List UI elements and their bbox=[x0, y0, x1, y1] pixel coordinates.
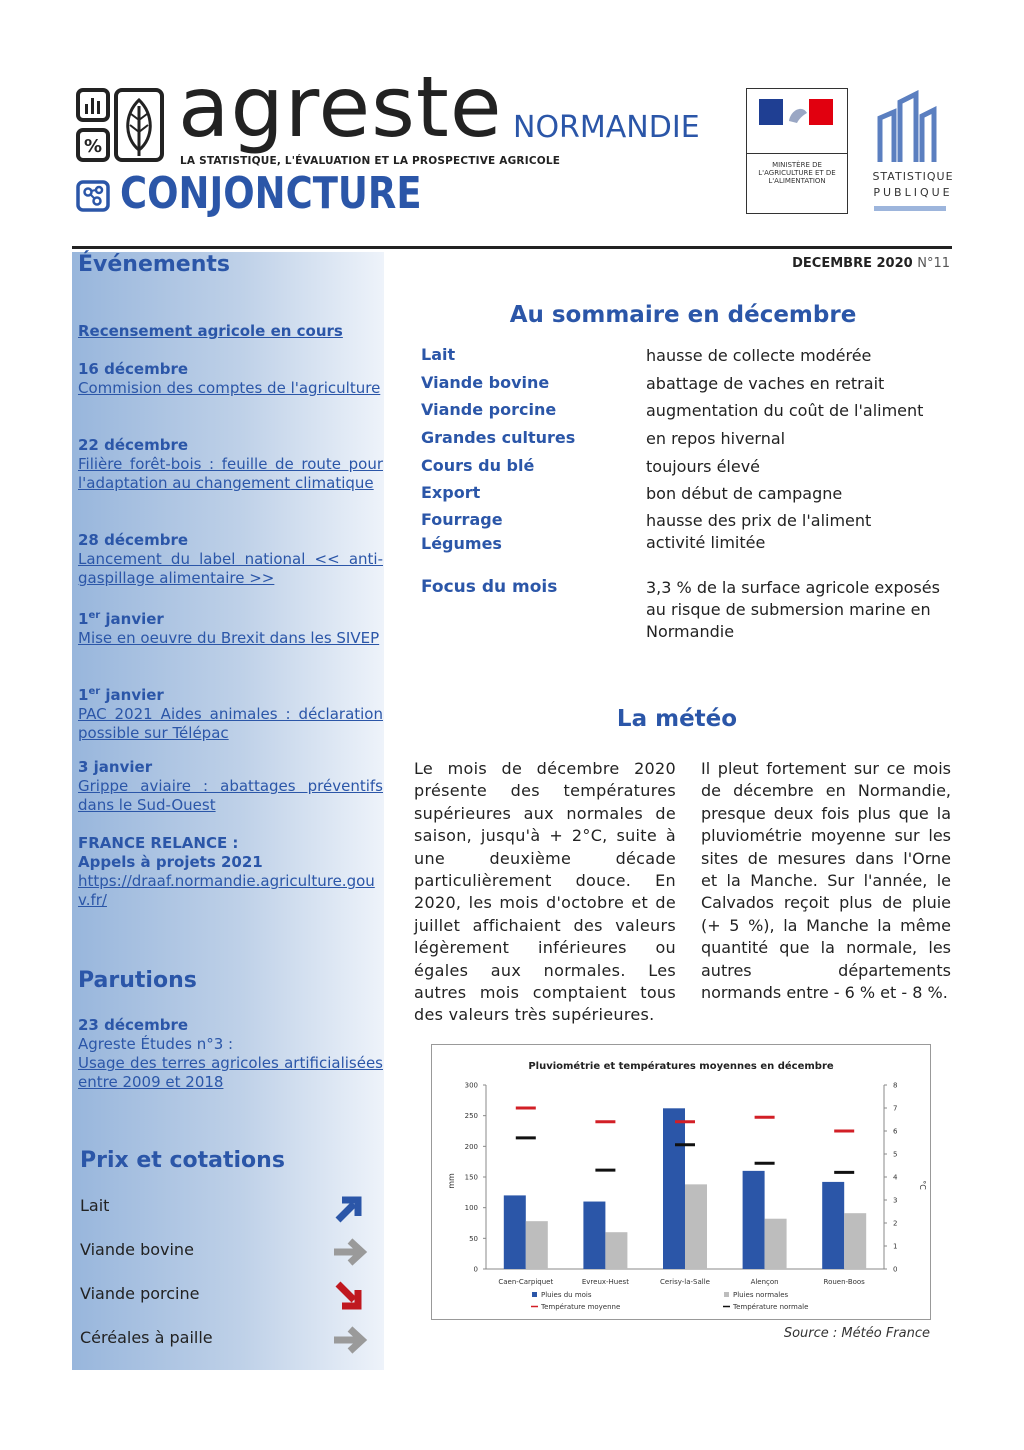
event-link[interactable]: Mise en oeuvre du Brexit dans les SIVEP bbox=[78, 629, 380, 647]
bar-pluies-mois bbox=[822, 1182, 844, 1269]
prix-row-viande-bovine bbox=[80, 1236, 370, 1266]
arrow-right-icon bbox=[330, 1324, 370, 1356]
event-date: 1er janvier bbox=[78, 686, 164, 704]
parution-item bbox=[78, 1016, 383, 1092]
event-link[interactable]: PAC 2021 Aides animales : déclaration possible sur Télépac bbox=[78, 705, 383, 742]
y-tick-label: 50 bbox=[469, 1234, 478, 1243]
bar-pluies-mois bbox=[663, 1108, 685, 1269]
event-item bbox=[78, 758, 383, 815]
event-item bbox=[78, 360, 383, 398]
event-link[interactable]: Lancement du label national << anti-gaspillage alimentaire >> bbox=[78, 550, 383, 587]
parution-date: 23 décembre bbox=[78, 1016, 189, 1034]
y2-tick-label: 4 bbox=[893, 1173, 898, 1182]
event-item bbox=[78, 606, 383, 648]
series-name: CONJONCTURE bbox=[120, 168, 422, 219]
prix-row-viande-porcine bbox=[80, 1280, 370, 1310]
x-tick-label: Cerisy-la-Salle bbox=[660, 1278, 710, 1286]
y2-tick-label: 8 bbox=[893, 1081, 898, 1090]
sommaire-item-label: Grandes cultures bbox=[421, 428, 576, 447]
issue-date: DECEMBRE 2020 bbox=[792, 256, 913, 271]
x-tick-label: Rouen-Boos bbox=[823, 1278, 865, 1286]
sommaire-item-label: Export bbox=[421, 483, 481, 502]
event-item bbox=[78, 834, 383, 910]
event-date: 1er janvier bbox=[78, 610, 164, 628]
prix-title: Prix et cotations bbox=[80, 1148, 285, 1173]
bar-pluies-normales bbox=[526, 1221, 548, 1269]
arrow-down-right-icon bbox=[330, 1280, 370, 1312]
event-link[interactable]: https://draaf.normandie.agriculture.gouv.fr/ bbox=[78, 872, 375, 909]
event-link[interactable]: Recensement agricole en cours bbox=[78, 322, 343, 340]
event-date: 22 décembre bbox=[78, 436, 189, 454]
prix-label: Viande bovine bbox=[80, 1240, 194, 1259]
sommaire-item-label: Viande porcine bbox=[421, 400, 557, 419]
event-date: 28 décembre bbox=[78, 531, 189, 549]
issue-number: N°11 bbox=[917, 256, 950, 271]
stat-line2: PUBLIQUE bbox=[873, 186, 953, 199]
bar-pluies-normales bbox=[685, 1184, 707, 1269]
legend-swatch bbox=[532, 1292, 537, 1297]
sommaire-item-desc: en repos hivernal bbox=[646, 429, 786, 448]
ministry-divider bbox=[747, 153, 847, 154]
bar-pluies-normales bbox=[605, 1232, 627, 1269]
event-item bbox=[78, 322, 383, 341]
event-link[interactable]: Grippe aviaire : abattages préventifs dans le Sud-Ouest bbox=[78, 777, 383, 814]
event-item bbox=[78, 436, 383, 493]
y-tick-label: 250 bbox=[464, 1112, 478, 1121]
bar-pluies-mois bbox=[583, 1202, 605, 1269]
x-tick-label: Caen-Carpiquet bbox=[498, 1278, 554, 1286]
sommaire-item-label: Lait bbox=[421, 345, 456, 364]
meteo-title: La météo bbox=[616, 706, 738, 732]
sommaire-item-desc: toujours élevé bbox=[646, 457, 761, 476]
x-tick-label: Alençon bbox=[750, 1278, 779, 1286]
y2-tick-label: 2 bbox=[893, 1219, 898, 1228]
bar-pluies-mois bbox=[743, 1171, 765, 1269]
meteo-col-1: Le mois de décembre 2020 présente des températures supérieures aux normales de saison, jusqu'à + 2°C, suite à une deuxième décade particulièrement douce. En 2020, les mois d'octobre et de juillet affichaient des valeurs légèrement inférieures ou égales aux normales. Les autres mois comptaient tous des valeurs très supérieures. bbox=[414, 759, 676, 1025]
arrow-right-icon bbox=[330, 1236, 370, 1268]
legend-label: Pluies du mois bbox=[541, 1291, 592, 1299]
event-date: 3 janvier bbox=[78, 758, 153, 776]
sommaire-item-desc: augmentation du coût de l'aliment bbox=[646, 401, 924, 420]
focus-label: Focus du mois bbox=[421, 577, 558, 597]
y-tick-label: 150 bbox=[464, 1173, 478, 1182]
bar-pluies-normales bbox=[765, 1219, 787, 1269]
legend-swatch bbox=[724, 1292, 729, 1297]
sommaire-item-desc: hausse des prix de l'aliment bbox=[646, 511, 872, 530]
sommaire-item-label: Légumes bbox=[421, 534, 502, 553]
event-item bbox=[78, 682, 383, 743]
parution-series: Agreste Études n°3 : bbox=[78, 1035, 234, 1053]
sommaire-item-desc: bon début de campagne bbox=[646, 484, 843, 503]
ministry-text: MINISTÈRE DE L'AGRICULTURE ET DE L'ALIMENTATION bbox=[758, 161, 836, 185]
arrow-up-right-icon bbox=[330, 1192, 370, 1224]
parution-link[interactable]: Usage des terres agricoles artificialisées entre 2009 et 2018 bbox=[78, 1054, 383, 1091]
sommaire-item-desc: abattage de vaches en retrait bbox=[646, 374, 885, 393]
chart-frame bbox=[431, 1044, 931, 1320]
y-tick-label: 300 bbox=[464, 1081, 478, 1090]
legend-label: Température normale bbox=[733, 1303, 809, 1311]
chart-source: Source : Météo France bbox=[783, 1326, 930, 1341]
event-date: FRANCE RELANCE : bbox=[78, 834, 239, 852]
header-rule bbox=[72, 246, 952, 249]
event-date: 16 décembre bbox=[78, 360, 189, 378]
sommaire-title: Au sommaire en décembre bbox=[509, 302, 857, 328]
bar-pluies-mois bbox=[504, 1195, 526, 1269]
y2-axis-label: °C bbox=[918, 1180, 927, 1190]
prix-row-lait bbox=[80, 1192, 370, 1222]
marianne-flag-icon bbox=[759, 99, 833, 129]
y2-tick-label: 0 bbox=[893, 1265, 898, 1274]
y2-tick-label: 3 bbox=[893, 1196, 898, 1205]
region-name: NORMANDIE bbox=[513, 110, 700, 145]
svg-text:%: % bbox=[83, 136, 103, 157]
sommaire-item-label: Viande bovine bbox=[421, 373, 550, 392]
brand-name: agreste bbox=[178, 58, 503, 156]
rain-temperature-chart bbox=[432, 1045, 930, 1319]
stat-underline bbox=[874, 206, 946, 211]
issue-info bbox=[792, 256, 950, 271]
statistique-publique-logo bbox=[872, 90, 954, 216]
events-title: Événements bbox=[78, 252, 230, 277]
stat-line1: STATISTIQUE bbox=[872, 170, 954, 183]
y2-tick-label: 7 bbox=[893, 1104, 898, 1113]
legend-label: Température moyenne bbox=[541, 1303, 621, 1311]
meteo-col-2: Il pleut fortement sur ce mois de décembre en Normandie, presque deux fois plus que la pluviométrie moyenne sur les sites de mesures dans l'Orne et la Manche. Sur l'année, le Calvados reçoit plus de pluie (+ 5 %), la Manche la même quantité que la normale, les autres départements normands entre - 6 % et - 8 %. bbox=[701, 759, 951, 1003]
sommaire-item-label: Fourrage bbox=[421, 510, 503, 529]
x-tick-label: Evreux-Huest bbox=[581, 1278, 629, 1286]
parutions-title: Parutions bbox=[78, 968, 197, 993]
y2-tick-label: 5 bbox=[893, 1150, 898, 1159]
y-tick-label: 200 bbox=[464, 1142, 478, 1151]
bar-pluies-normales bbox=[844, 1213, 866, 1269]
sommaire-item-desc: hausse de collecte modérée bbox=[646, 346, 872, 365]
y2-tick-label: 6 bbox=[893, 1127, 898, 1136]
prix-label: Lait bbox=[80, 1196, 110, 1215]
chart-title: Pluviométrie et températures moyennes en décembre bbox=[528, 1061, 834, 1072]
network-icon bbox=[76, 178, 112, 214]
y-tick-label: 100 bbox=[464, 1204, 478, 1213]
y-tick-label: 0 bbox=[473, 1265, 478, 1274]
buildings-icon bbox=[872, 90, 954, 166]
prix-label: Céréales à paille bbox=[80, 1328, 213, 1347]
event-item bbox=[78, 531, 383, 588]
prix-label: Viande porcine bbox=[80, 1284, 200, 1303]
event-link[interactable]: Filière forêt-bois : feuille de route pour l'adaptation au changement climatique bbox=[78, 455, 383, 492]
focus-desc: 3,3 % de la surface agricole exposés au risque de submersion marine en Normandie bbox=[646, 578, 940, 641]
legend-label: Pluies normales bbox=[733, 1291, 789, 1299]
tagline: LA STATISTIQUE, L'ÉVALUATION ET LA PROSPECTIVE AGRICOLE bbox=[180, 155, 561, 167]
sommaire-item-label: Cours du blé bbox=[421, 456, 535, 475]
y2-tick-label: 1 bbox=[893, 1242, 898, 1251]
event-link[interactable]: Commision des comptes de l'agriculture bbox=[78, 379, 381, 397]
sommaire-item-desc: activité limitée bbox=[646, 533, 766, 552]
ministry-logo bbox=[746, 88, 848, 214]
prix-row-cereales bbox=[80, 1324, 370, 1354]
event-subtitle: Appels à projets 2021 bbox=[78, 853, 263, 871]
y-axis-label: mm bbox=[447, 1173, 456, 1189]
